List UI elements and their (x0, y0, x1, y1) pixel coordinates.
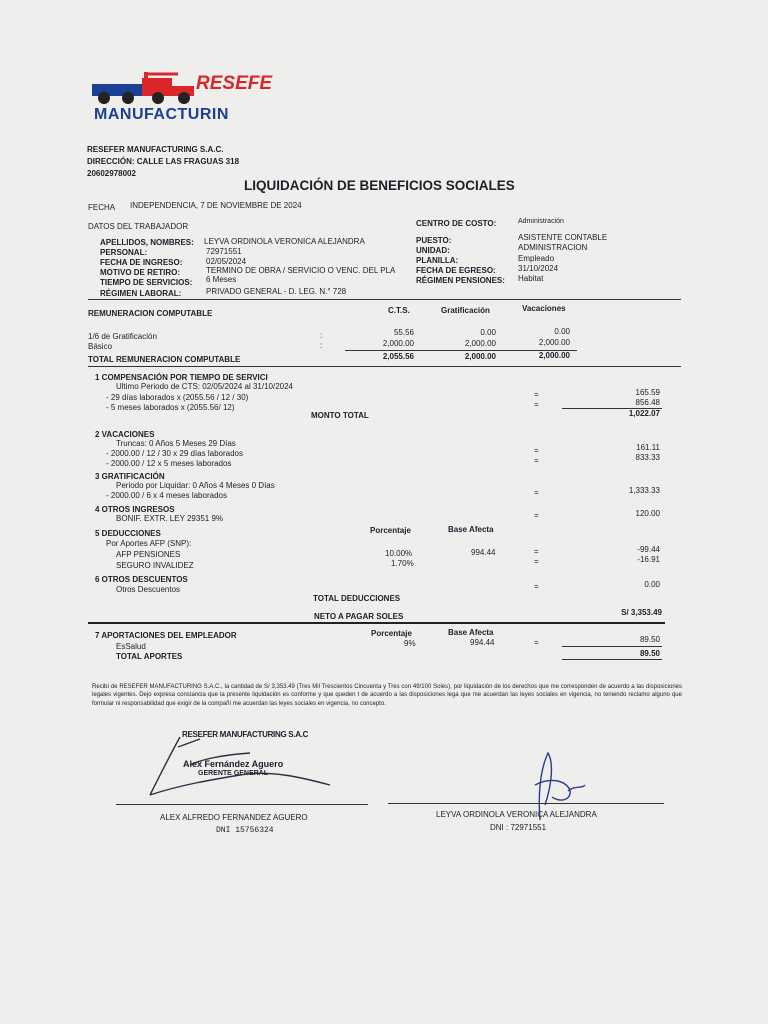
row-basico-grat: 2,000.00 (464, 339, 496, 348)
s2-title: 2 VACACIONES (95, 430, 155, 439)
stamp-role: GERENTE GENERAL (198, 770, 269, 777)
s1-line1: - 29 días laborados x (2055.56 / 12 / 30) (106, 393, 249, 402)
label-motivo: MOTIVO DE RETIRO: (100, 268, 180, 277)
s7-row1-pct: 9% (404, 639, 416, 648)
s5-header-base: Base Afecta (448, 525, 494, 534)
s5-eq2: = (534, 557, 539, 566)
s2-value2: 833.33 (635, 453, 660, 462)
row-gratif-grat: 0.00 (480, 328, 496, 337)
s2-value1: 161.11 (636, 443, 660, 452)
s1-period: Ultimo Periodo de CTS: 02/05/2024 al 31/10/2024 (116, 382, 294, 391)
truck-logo-icon (88, 70, 208, 110)
value-centro-costo: Administración (518, 218, 564, 225)
s5-row1-label: AFP PENSIONES (116, 550, 181, 559)
s6-value1: 0.00 (644, 580, 660, 589)
s1-total: 1,022.07 (628, 409, 660, 418)
s5-row2-value: -16.91 (637, 555, 660, 564)
remuneracion-label: REMUNERACION COMPUTABLE (88, 309, 213, 318)
s4-eq1: = (534, 511, 539, 520)
label-personal: PERSONAL: (100, 248, 148, 257)
s4-title: 4 OTROS INGRESOS (95, 505, 175, 514)
row-basico-cts: 2,000.00 (382, 339, 414, 348)
s5-row2-pct: 1.70% (391, 559, 414, 568)
document-title: LIQUIDACIÓN DE BENEFICIOS SOCIALES (244, 178, 515, 193)
s5-header-pct: Porcentaje (370, 526, 411, 535)
s1-line2: - 5 meses laborados x (2055.56/ 12) (106, 403, 235, 412)
value-planilla: Empleado (518, 254, 555, 263)
value-apellidos: LEYVA ORDINOLA VERONICA ALEJANDRA (204, 237, 365, 246)
s5-row1-pct: 10.00% (385, 549, 413, 558)
s7-row1-base: 994.44 (470, 638, 495, 647)
recibi-paragraph: Recibí de RESEFER MANUFACTURING S.A.C., la cantidad de S/ 3,353.49 (Tres Mil Trescientos Cincuenta y Tres con 49/100 Soles), por liquidación de los derechos que me corresponden de acuerdo a las disposiciones legales vigentes. Dejo expresa constancia que la presente liquidación es conforme y que queden t de acuerdo a las disposiciones lega que me acuerdan las leyes sociales en vigencia, no teniendo reclamo alguno que formular ni responsabilidad que exigir de la compañí me acuerdan las leyes sociales en vigencia, no concepto. (92, 684, 682, 707)
s7-header-pct: Porcentaje (371, 629, 412, 638)
s2-eq2: = (534, 456, 539, 465)
s7-total-label: TOTAL APORTES (116, 652, 183, 661)
sign-left-name: ALEX ALFREDO FERNANDEZ AGUERO (160, 813, 308, 822)
header-gratificacion: Gratificación (441, 306, 490, 315)
s4-value1: 120.00 (635, 509, 660, 518)
neto-value: S/ 3,353.49 (621, 608, 662, 617)
s5-row1-base: 994.44 (471, 548, 496, 557)
row-gratif-vac: 0.00 (554, 327, 570, 336)
s2-line1: - 2000.00 / 12 / 30 x 29 días laborados (106, 449, 243, 458)
label-fecha-ingreso: FECHA DE INGRESO: (100, 258, 183, 267)
row-basico-sep: : (320, 341, 323, 350)
total-rem-grat: 2,000.00 (464, 352, 496, 361)
value-puesto: ASISTENTE CONTABLE (518, 233, 608, 242)
s1-total-label: MONTO TOTAL (311, 411, 369, 420)
s1-value1: 165.59 (635, 388, 660, 397)
row-gratif-cts: 55.56 (393, 328, 414, 337)
value-tiempo: 6 Meses (206, 275, 237, 284)
s7-row1-value: 89.50 (639, 635, 660, 644)
company-ruc: 20602978002 (87, 169, 136, 178)
sign-left-dni: DNI 15756324 (216, 826, 274, 835)
stamp-name: Alex Fernández Aguero (183, 759, 284, 769)
s7-eq1: = (534, 638, 539, 647)
s2-line2: - 2000.00 / 12 x 5 meses laborados (106, 459, 232, 468)
s5-eq1: = (534, 547, 539, 556)
s7-total: 89.50 (639, 649, 660, 658)
s5-row1-value: -99.44 (637, 545, 660, 554)
s5-row2-label: SEGURO INVALIDEZ (116, 561, 194, 570)
company-logo (88, 70, 278, 130)
label-fecha-egreso: FECHA DE EGRESO: (416, 266, 496, 275)
total-rem-cts: 2,055.56 (382, 352, 414, 361)
label-planilla: PLANILLA: (416, 256, 459, 265)
company-address: DIRECCIÓN: CALLE LAS FRAGUAS 318 (87, 157, 240, 166)
label-centro-costo: CENTRO DE COSTO: (416, 219, 497, 228)
s7-bottom-rule (562, 659, 662, 660)
logo-text-top: RESEFE (196, 73, 273, 94)
s7-row1-label: EsSalud (116, 642, 146, 651)
logo-text-bottom: MANUFACTURIN (94, 106, 229, 123)
sign-right-name: LEYVA ORDINOLA VERONICA ALEJANDRA (436, 810, 597, 819)
value-personal: 72971551 (206, 247, 242, 256)
company-name: RESEFER MANUFACTURING S.A.C. (87, 145, 224, 154)
s1-title: 1 COMPENSACIÓN POR TIEMPO DE SERVICI (95, 373, 268, 382)
header-vacaciones: Vacaciones (522, 304, 566, 313)
value-regimen: PRIVADO GENERAL - D. LEG. N.° 728 (206, 287, 347, 296)
fecha-label: FECHA (88, 203, 116, 212)
s2-eq1: = (534, 446, 539, 455)
s3-sub: Periodo por Liquidar: 0 Años 4 Meses 0 Días (116, 481, 275, 490)
neto-underline (88, 622, 665, 624)
value-fecha-ingreso: 02/05/2024 (206, 257, 247, 266)
stamp-company: RESEFER MANUFACTURING S.A.C (182, 730, 309, 739)
s3-title: 3 GRATIFICACIÓN (95, 472, 165, 481)
s1-eq1: = (534, 390, 539, 399)
row-basico-vac: 2,000.00 (538, 338, 570, 347)
header-cts: C.T.S. (388, 306, 410, 315)
s1-eq2: = (534, 400, 539, 409)
s4-sub: BONIF. EXTR. LEY 29351 9% (116, 514, 224, 523)
divider-datos (88, 299, 681, 300)
s6-sub: Otros Descuentos (116, 585, 181, 594)
signature-left-icon (140, 725, 340, 805)
fecha-value: INDEPENDENCIA, 7 DE NOVIEMBRE DE 2024 (130, 201, 302, 210)
datos-label: DATOS DEL TRABAJADOR (88, 222, 189, 231)
s6-eq1: = (534, 582, 539, 591)
divider-rem (88, 366, 681, 367)
label-regimen: RÉGIMEN LABORAL: (100, 289, 182, 298)
s7-underline (562, 646, 662, 647)
label-apellidos: APELLIDOS, NOMBRES: (100, 238, 194, 247)
s2-sub: Truncas: 0 Años 5 Meses 29 Días (116, 439, 236, 448)
row-gratif-label: 1/6 de Gratificación (88, 332, 157, 341)
signature-line-left (116, 804, 368, 805)
total-rem-vac: 2,000.00 (538, 351, 570, 360)
row-gratif-sep: : (320, 331, 323, 340)
s5-sub: Por Aportes AFP (SNP): (106, 539, 192, 548)
s3-eq1: = (534, 488, 539, 497)
s3-line1: - 2000.00 / 6 x 4 meses laborados (106, 491, 227, 500)
label-regimen-pensiones: RÉGIMEN PENSIONES: (416, 276, 505, 285)
s6-title: 6 OTROS DESCUENTOS (95, 575, 188, 584)
value-motivo: TERMINO DE OBRA / SERVICIO O VENC. DEL PLA (206, 266, 396, 275)
s5-title: 5 DEDUCCIONES (95, 529, 161, 538)
s3-value1: 1,333.33 (628, 486, 660, 495)
label-unidad: UNIDAD: (416, 246, 450, 255)
value-fecha-egreso: 31/10/2024 (518, 264, 559, 273)
value-regimen-pensiones: Habitat (518, 274, 544, 283)
total-rem-label: TOTAL REMUNERACION COMPUTABLE (88, 355, 241, 364)
label-puesto: PUESTO: (416, 236, 452, 245)
value-unidad: ADMINISTRACION (518, 243, 588, 252)
sign-right-dni: DNI : 72971551 (490, 823, 547, 832)
s1-value2: 856.48 (635, 398, 660, 407)
total-deducciones-label: TOTAL DEDUCCIONES (313, 594, 401, 603)
s7-header-base: Base Afecta (448, 628, 494, 637)
row-basico-label: Básico (88, 342, 113, 351)
label-tiempo: TIEMPO DE SERVICIOS: (100, 278, 193, 287)
neto-label: NETO A PAGAR SOLES (314, 612, 404, 621)
s7-title: 7 APORTACIONES DEL EMPLEADOR (95, 631, 237, 640)
signature-line-right (388, 803, 664, 804)
